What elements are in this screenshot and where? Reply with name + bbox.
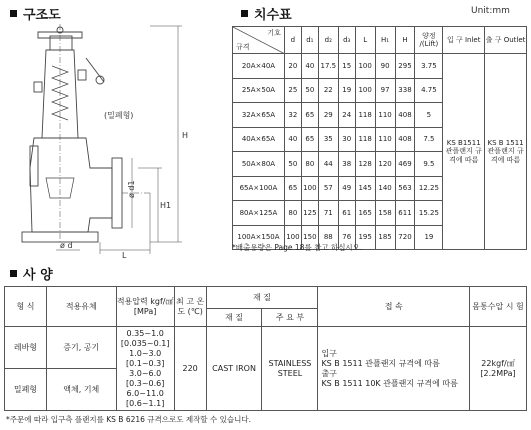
spec-section-title: 사 양: [10, 264, 53, 283]
dimension-section-title: 치수표: [241, 4, 292, 23]
col-header: d₁: [301, 27, 318, 54]
temp-header: 최 고 온 도 (℃): [174, 287, 206, 327]
size-cell: 65A×100A: [233, 176, 285, 201]
value-cell: 17.5: [318, 54, 338, 79]
value-cell: 469: [395, 152, 415, 177]
inlet-header: 입 구 Inlet: [443, 27, 485, 54]
size-cell: 25A×50A: [233, 78, 285, 103]
value-cell: 720: [395, 225, 415, 250]
connection-header: 접 속: [318, 287, 470, 327]
value-cell: 57: [318, 176, 338, 201]
pressure-header: 적용압력 kgf/㎠ [MPa]: [116, 287, 174, 327]
body-material-cell: CAST IRON: [206, 327, 262, 411]
value-cell: 29: [318, 103, 338, 128]
spec-footnote: *주문에 따라 입구측 플랜지를 KS B 6216 규격으로도 제작할 수 있습니다.: [6, 415, 252, 424]
test-cell: 22kgf/㎠ [2.2MPa]: [470, 327, 527, 411]
value-cell: 125: [301, 201, 318, 226]
lift-cell: 3.75: [415, 54, 443, 79]
lift-cell: 5: [415, 103, 443, 128]
value-cell: 40: [301, 54, 318, 79]
value-cell: 90: [375, 54, 395, 79]
valve-body: [30, 138, 112, 232]
value-cell: 338: [395, 78, 415, 103]
outlet-flange: [112, 158, 122, 228]
fluid-cell: 액체, 기체: [46, 369, 116, 411]
value-cell: 65: [301, 127, 318, 152]
value-cell: 80: [301, 152, 318, 177]
value-cell: 25: [284, 78, 301, 103]
inlet-note-cell: KS B1511 관플랜지 규격에 따름: [443, 54, 485, 250]
parts-material-header: 주 요 부: [262, 309, 318, 327]
value-cell: 24: [338, 103, 355, 128]
value-cell: 110: [375, 127, 395, 152]
value-cell: 76: [338, 225, 355, 250]
value-cell: 100: [284, 225, 301, 250]
value-cell: 32: [284, 103, 301, 128]
value-cell: 408: [395, 103, 415, 128]
body-material-header: 재 질: [206, 309, 262, 327]
parts-material-cell: STAINLESS STEEL: [262, 327, 318, 411]
size-cell: 50A×80A: [233, 152, 285, 177]
value-cell: 80: [284, 201, 301, 226]
col-header: d: [284, 27, 301, 54]
value-cell: 97: [375, 78, 395, 103]
dimension-table: [232, 26, 527, 250]
value-cell: 140: [375, 176, 395, 201]
value-cell: 49: [338, 176, 355, 201]
corner-header: 기호 규격: [233, 27, 285, 54]
value-cell: 110: [375, 103, 395, 128]
value-cell: 19: [338, 78, 355, 103]
value-cell: 100: [301, 176, 318, 201]
lift-cell: 4.75: [415, 78, 443, 103]
dim-H1-label: H1: [160, 201, 172, 210]
type-cell: 레바형: [5, 327, 47, 369]
connection-cell: 입구 KS B 1511 관플랜지 규격에 따름 출구 KS B 1511 10K 관플랜지 규격에 따름: [318, 327, 470, 411]
temp-cell: 220: [174, 327, 206, 411]
lift-cell: 9.5: [415, 152, 443, 177]
lift-cell: 7.5: [415, 127, 443, 152]
square-bullet-icon: [10, 10, 17, 17]
col-header: d₃: [338, 27, 355, 54]
value-cell: 88: [318, 225, 338, 250]
pressure-cell: 0.35~1.0 [0.035~0.1] 1.0~3.0 [0.1~0.3] 3.0~6.0 [0.3~0.6] 6.0~11.0 [0.6~1.1]: [116, 327, 174, 411]
value-cell: 408: [395, 127, 415, 152]
valve-spring: [52, 66, 68, 120]
value-cell: 50: [284, 152, 301, 177]
value-cell: 185: [375, 225, 395, 250]
value-cell: 195: [355, 225, 375, 250]
value-cell: 158: [375, 201, 395, 226]
value-cell: 71: [318, 201, 338, 226]
value-cell: 40: [284, 127, 301, 152]
size-cell: 32A×65A: [233, 103, 285, 128]
value-cell: 150: [301, 225, 318, 250]
dim-H-label: H: [182, 131, 189, 140]
size-cell: 40A×65A: [233, 127, 285, 152]
lift-header: 양정 /(Lift): [415, 27, 443, 54]
outlet-note-cell: KS B 1511 관플랜지 규격에 따름: [485, 54, 527, 250]
col-header: d₂: [318, 27, 338, 54]
value-cell: 611: [395, 201, 415, 226]
dim-d1-label: ø d1: [127, 180, 136, 198]
type-cell: 밀폐형: [5, 369, 47, 411]
fluid-cell: 증기, 공기: [46, 327, 116, 369]
outlet-header: 출 구 Outlet: [485, 27, 527, 54]
value-cell: 100: [355, 78, 375, 103]
type-header: 형 식: [5, 287, 47, 327]
square-bullet-icon: [241, 10, 248, 17]
value-cell: 128: [355, 152, 375, 177]
material-header: 재 질: [206, 287, 318, 309]
lift-cell: 15.25: [415, 201, 443, 226]
value-cell: 61: [338, 201, 355, 226]
fluid-header: 적용유체: [46, 287, 116, 327]
unit-label: Unit:mm: [471, 6, 510, 16]
value-cell: 563: [395, 176, 415, 201]
value-cell: 120: [375, 152, 395, 177]
size-cell: 80A×125A: [233, 201, 285, 226]
value-cell: 165: [355, 201, 375, 226]
value-cell: 295: [395, 54, 415, 79]
value-cell: 118: [355, 127, 375, 152]
valve-structure-drawing: [0, 18, 200, 258]
value-cell: 30: [338, 127, 355, 152]
dim-d2-label: ø d: [60, 241, 73, 250]
dimension-row: [233, 54, 527, 79]
value-cell: 38: [338, 152, 355, 177]
value-cell: 44: [318, 152, 338, 177]
value-cell: 20: [284, 54, 301, 79]
dim-L-label: L: [122, 251, 127, 258]
size-cell: 20A×40A: [233, 54, 285, 79]
seal-type-label: (밀폐형): [104, 111, 134, 120]
size-cell: 100A×150A: [233, 225, 285, 250]
col-header: H: [395, 27, 415, 54]
value-cell: 65: [284, 176, 301, 201]
value-cell: 145: [355, 176, 375, 201]
value-cell: 50: [301, 78, 318, 103]
value-cell: 15: [338, 54, 355, 79]
drawing-section-title: 구조도: [10, 4, 61, 23]
col-header: H₁: [375, 27, 395, 54]
lift-cell: 19: [415, 225, 443, 250]
square-bullet-icon: [10, 270, 17, 277]
test-header: 몸통수압 시 험: [470, 287, 527, 327]
value-cell: 35: [318, 127, 338, 152]
spec-table: [4, 286, 527, 411]
value-cell: 100: [355, 54, 375, 79]
value-cell: 118: [355, 103, 375, 128]
lift-cell: 12.25: [415, 176, 443, 201]
dimension-footnote: *배출용량은 Page 18를 참고 하십시오.: [232, 243, 363, 252]
value-cell: 65: [301, 103, 318, 128]
col-header: L: [355, 27, 375, 54]
value-cell: 22: [318, 78, 338, 103]
